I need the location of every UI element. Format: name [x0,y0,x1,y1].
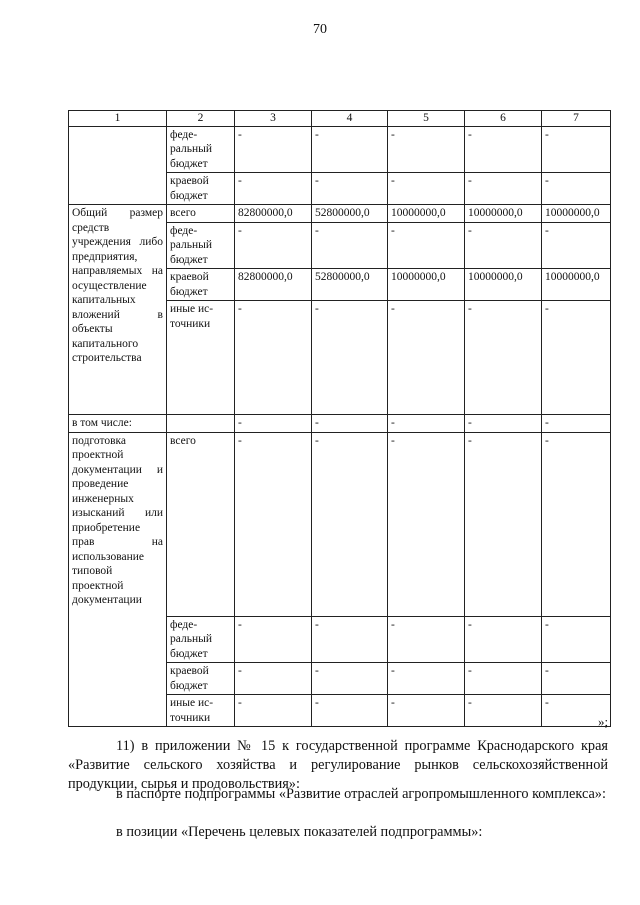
value-cell: - [312,663,388,695]
page-number: 70 [313,22,327,37]
value-cell: - [235,663,312,695]
source-cell: феде-ральный бюджет [167,616,235,663]
value-cell: - [312,222,388,269]
column-header: 6 [465,111,542,127]
source-cell [167,415,235,433]
source-cell: феде-ральный бюджет [167,126,235,173]
value-cell: - [388,432,465,616]
table-row [69,126,611,173]
source-cell: иные ис-точники [167,695,235,727]
source-cell: феде-ральный бюджет [167,222,235,269]
value-cell: - [465,695,542,727]
column-header: 3 [235,111,312,127]
value-cell: - [312,173,388,205]
value-cell: - [388,301,465,415]
value-cell: - [312,126,388,173]
column-header: 7 [542,111,611,127]
value-cell: - [542,415,611,433]
value-cell: - [388,222,465,269]
table-header-row [69,111,611,127]
value-cell: - [542,301,611,415]
value-cell: - [312,695,388,727]
table-body [69,111,611,727]
value-cell: - [465,301,542,415]
value-cell: - [235,222,312,269]
column-header: 2 [167,111,235,127]
value-cell: - [465,415,542,433]
budget-table [68,110,611,727]
source-cell: всего [167,205,235,223]
row-label-project-documentation: подготовка проектной документации и проведение инженерных изысканий или приобретение прав на использование типовой проектной документации [69,432,167,727]
source-cell: краевой бюджет [167,663,235,695]
value-cell: 10000000,0 [542,269,611,301]
value-cell: - [465,616,542,663]
closing-quote-mark: »; [598,714,609,729]
value-cell: - [312,432,388,616]
value-cell: 82800000,0 [235,205,312,223]
value-cell: - [388,126,465,173]
value-cell: - [542,616,611,663]
value-cell: 10000000,0 [465,269,542,301]
value-cell: - [235,616,312,663]
value-cell: - [235,415,312,433]
value-cell: - [235,432,312,616]
value-cell: 82800000,0 [235,269,312,301]
value-cell: - [542,663,611,695]
column-header: 5 [388,111,465,127]
value-cell: - [235,695,312,727]
source-cell: краевой бюджет [167,269,235,301]
value-cell: 10000000,0 [388,205,465,223]
value-cell: - [542,432,611,616]
value-cell: - [312,616,388,663]
value-cell: 10000000,0 [388,269,465,301]
value-cell: - [235,126,312,173]
column-header: 1 [69,111,167,127]
column-header: 4 [312,111,388,127]
value-cell: 52800000,0 [312,205,388,223]
value-cell: 10000000,0 [542,205,611,223]
value-cell: - [388,663,465,695]
value-cell: - [388,173,465,205]
value-cell: - [542,173,611,205]
value-cell: - [235,301,312,415]
table-row [69,432,611,616]
value-cell: - [542,126,611,173]
value-cell: - [465,173,542,205]
source-cell: всего [167,432,235,616]
paragraph-subprogram-passport: в паспорте подпрограммы «Развитие отраслей агропромышленного комплекса»: [116,786,606,802]
value-cell: - [542,222,611,269]
value-cell: 10000000,0 [465,205,542,223]
value-cell: - [312,301,388,415]
source-cell: иные ис-точники [167,301,235,415]
value-cell: - [312,415,388,433]
table-row [69,415,611,433]
paragraph-amendment-11: 11) в приложении № 15 к государственной программе Краснодарского края «Развитие сельского хозяйства и регулирование рынков сельскохозяйственной продукции, сырья и продовольствия»: [68,738,608,792]
row-label-continued [69,126,167,205]
value-cell: - [542,695,611,727]
value-cell: - [465,432,542,616]
row-label-including: в том числе: [69,415,167,433]
value-cell: - [388,415,465,433]
value-cell: - [465,222,542,269]
value-cell: - [465,126,542,173]
value-cell: 52800000,0 [312,269,388,301]
value-cell: - [388,695,465,727]
paragraph-target-indicators: в позиции «Перечень целевых показателей подпрограммы»: [116,824,483,840]
table-row [69,205,611,223]
row-label-total-funds: Общий размер средств учреждения либо предприятия, направляемых на осуществление капитальных вложений в объекты капитального строительства [69,205,167,415]
value-cell: - [235,173,312,205]
value-cell: - [465,663,542,695]
source-cell: краевой бюджет [167,173,235,205]
value-cell: - [388,616,465,663]
